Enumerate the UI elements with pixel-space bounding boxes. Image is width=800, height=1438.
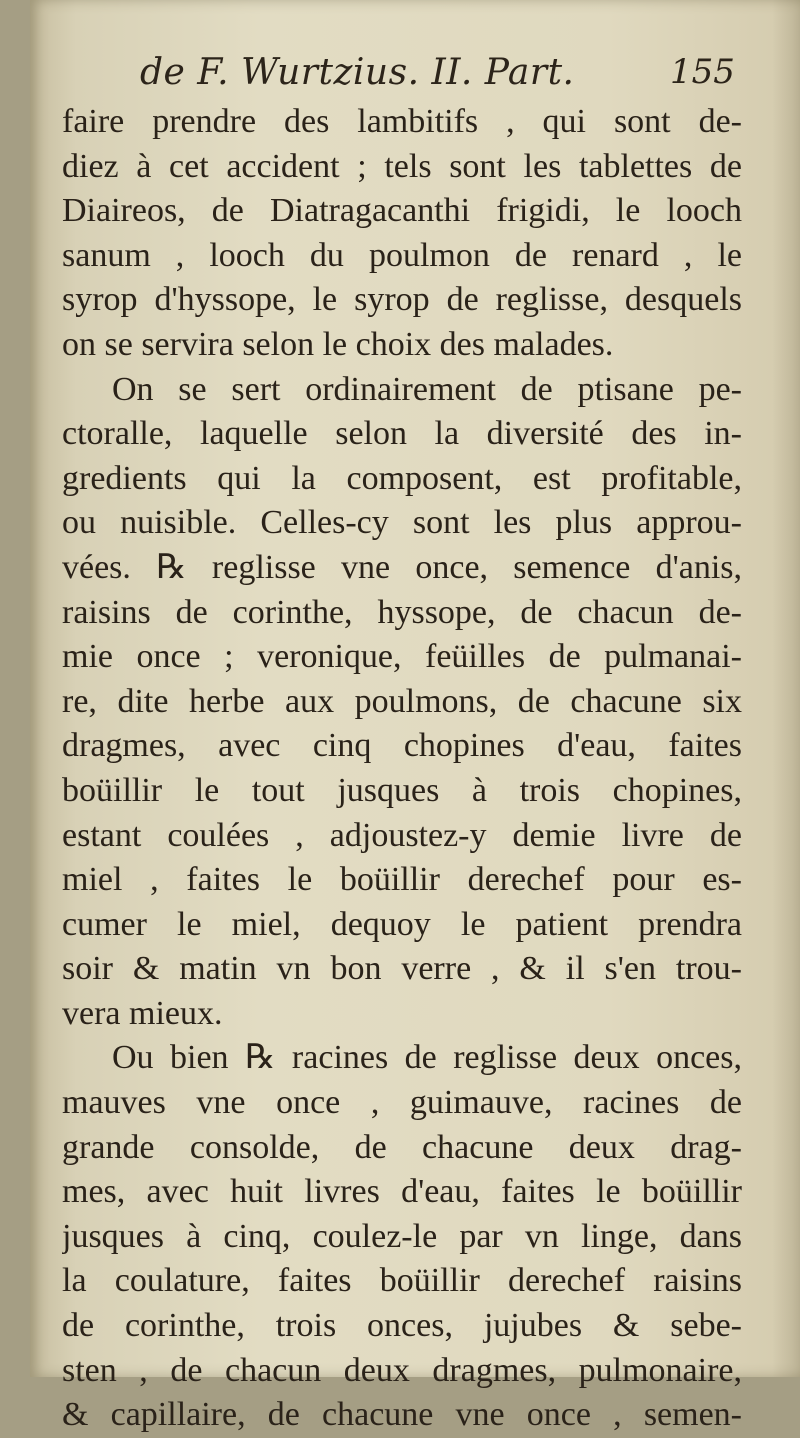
text-line: soir & matin vn bon verre , & il s'en trou-: [62, 950, 742, 988]
text-line: sten , de chacun deux dragmes, pulmonaire,: [62, 1351, 742, 1389]
text-line: mes, avec huit livres d'eau, faites le boüillir: [62, 1173, 742, 1211]
text-line: on se servira selon le choix des malades.: [62, 325, 614, 363]
text-line: gredients qui la composent, est profitable,: [62, 459, 742, 497]
text-line: dragmes, avec cinq chopines d'eau, faites: [62, 727, 742, 765]
text-line: faire prendre des lambitifs , qui sont de-: [62, 103, 742, 140]
text-line: & capillaire, de chacune vne once , semen-: [62, 1396, 742, 1434]
text-line: jusques à cinq, coulez-le par vn linge, dans: [62, 1217, 742, 1255]
text-line: mie once ; veronique, feüilles de pulmanai-: [62, 638, 742, 676]
text-line: miel , faites le boüillir derechef pour es-: [62, 861, 742, 899]
text-line: estant coulées , adjoustez-y demie livre de: [62, 816, 742, 854]
page-number: 155: [670, 52, 735, 92]
text-line: Diaireos, de Diatragacanthi frigidi, le looch: [62, 192, 742, 230]
text-line: vera mieux.: [62, 994, 223, 1032]
running-head: [30, 52, 800, 102]
text-line: mauves vne once , guimauve, racines de: [62, 1084, 742, 1122]
text-line: re, dite herbe aux poulmons, de chacune six: [62, 682, 742, 720]
text-line: boüillir le tout jusques à trois chopines,: [62, 771, 742, 809]
text-line: raisins de corinthe, hyssope, de chacun de-: [62, 593, 742, 631]
book-page: [30, 0, 800, 1434]
text-line: la coulature, faites boüillir derechef raisins: [62, 1262, 742, 1300]
text-line: syrop d'hyssope, le syrop de reglisse, desquels: [62, 281, 742, 319]
text-line: sanum , looch du poulmon de renard , le: [62, 236, 742, 274]
text-line: ou nuisible. Celles-cy sont les plus approu-: [62, 504, 742, 542]
text-line: cumer le miel, dequoy le patient prendra: [62, 905, 742, 943]
text-line: ctoralle, laquelle selon la diversité des in-: [62, 415, 742, 453]
text-line: grande consolde, de chacune deux drag-: [62, 1128, 742, 1166]
text-line: de corinthe, trois onces, jujubes & sebe-: [62, 1307, 742, 1345]
page-edge-shadow: [772, 0, 800, 1377]
text-line: Ou bien ℞ racines de reglisse deux onces,: [112, 1039, 742, 1077]
text-line: On se sert ordinairement de ptisane pe-: [112, 370, 742, 408]
body-text: [62, 100, 742, 1438]
text-line: diez à cet accident ; tels sont les tablettes de: [62, 147, 742, 185]
running-head-title: de F. Wurtzius. II. Part.: [140, 52, 575, 93]
text-line: vées. ℞ reglisse vne once, semence d'anis,: [62, 548, 742, 586]
